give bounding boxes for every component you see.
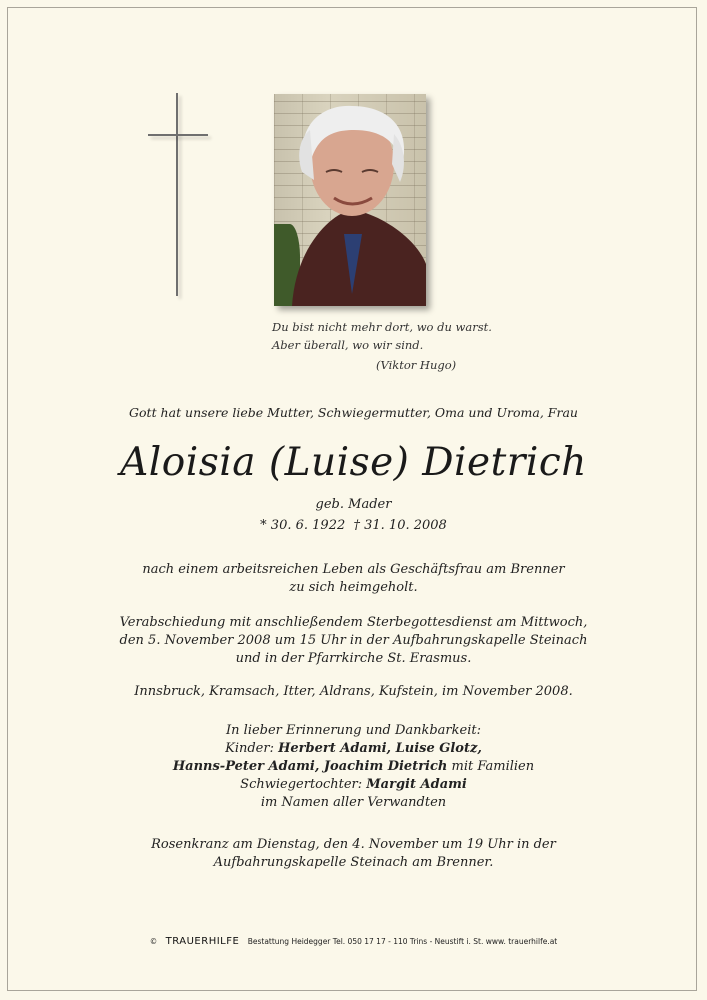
rosary-line-2: Aufbahrungskapelle Steinach am Brenner. [213, 855, 494, 870]
quote-line-1: Du bist nicht mehr dort, wo du warst. [272, 320, 492, 334]
footer-info: Bestattung Heidegger Tel. 050 17 17 - 110 Trins - Neustift i. St. www. trauerhilfe.at [247, 937, 558, 946]
mourners-text [0, 722, 707, 812]
children-names: Herbert Adami, Luise Glotz, [278, 741, 482, 756]
children-label: Kinder: [225, 741, 274, 756]
portrait-photo [274, 94, 426, 306]
mourners-line-1: In lieber Erinnerung und Dankbarkeit: [226, 723, 481, 738]
life-dates: * 30. 6. 1922 † 31. 10. 2008 [260, 518, 447, 533]
life-text-line-2: zu sich heimgeholt. [289, 580, 418, 595]
footer [0, 936, 707, 947]
deceased-name: Aloisia (Luise) Dietrich [120, 440, 587, 485]
inlaw-name: Margit Adami [366, 777, 467, 792]
inlaw-label: Schwiegertochter: [240, 777, 363, 792]
rosary-text [0, 836, 707, 872]
families-suffix: mit Familien [451, 759, 535, 774]
rosary-line-1: Rosenkranz am Dienstag, den 4. November um 19 Uhr in der [151, 837, 556, 852]
quote [272, 318, 492, 374]
funeral-line-3: und in der Pfarrkirche St. Erasmus. [235, 651, 472, 666]
funeral-line-1: Verabschiedung mit anschließendem Sterbegottesdienst am Mittwoch, [119, 615, 588, 630]
trauerhilfe-logo: TRAUERHILFE [165, 936, 240, 947]
copyright-symbol: © [149, 937, 158, 946]
funeral-line-2: den 5. November 2008 um 15 Uhr in der Aufbahrungskapelle Steinach [119, 633, 588, 648]
places-text: Innsbruck, Kramsach, Itter, Aldrans, Kufstein, im November 2008. [134, 684, 573, 699]
quote-line-2: Aber überall, wo wir sind. [272, 338, 424, 352]
born-name: geb. Mader [315, 497, 392, 512]
life-text-line-1: nach einem arbeitsreichen Leben als Geschäftsfrau am Brenner [142, 562, 565, 577]
quote-author: (Viktor Hugo) [376, 358, 457, 372]
funeral-text [0, 614, 707, 668]
children-names-2: Hanns-Peter Adami, Joachim Dietrich [172, 759, 448, 774]
life-text [0, 561, 707, 597]
mourners-line-5: im Namen aller Verwandten [260, 795, 447, 810]
intro-text: Gott hat unsere liebe Mutter, Schwiegermutter, Oma und Uroma, Frau [129, 405, 578, 420]
